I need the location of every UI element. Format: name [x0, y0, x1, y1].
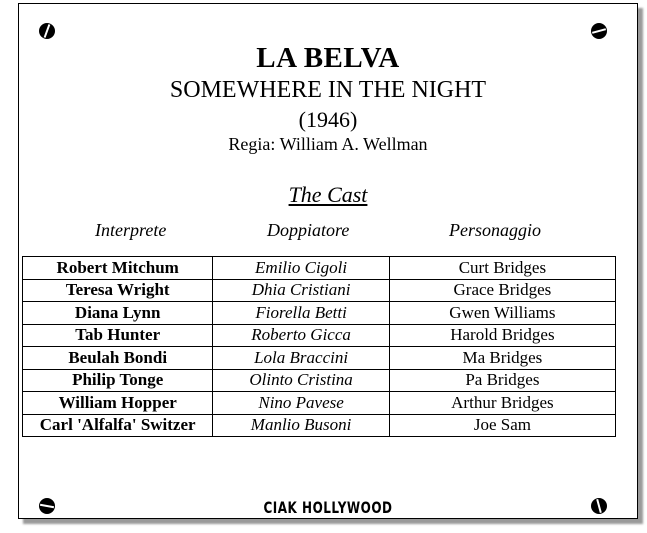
- voice-actor-cell: Manlio Busoni: [213, 414, 389, 437]
- actor-cell: William Hopper: [23, 392, 213, 415]
- ciak-hollywood-logo: CIAK HOLLYWOOD: [263, 498, 393, 518]
- voice-actor-cell: Emilio Cigoli: [213, 257, 389, 280]
- table-row: [23, 369, 616, 392]
- voice-actor-cell: Dhia Cristiani: [213, 279, 389, 302]
- table-row: [23, 324, 616, 347]
- voice-actor-cell: Olinto Cristina: [213, 369, 389, 392]
- actor-cell: Teresa Wright: [23, 279, 213, 302]
- director-credit: Regia: William A. Wellman: [228, 134, 428, 154]
- actor-cell: Beulah Bondi: [23, 347, 213, 370]
- voice-actor-cell: Fiorella Betti: [213, 302, 389, 325]
- actor-cell: Tab Hunter: [23, 324, 213, 347]
- character-cell: Pa Bridges: [389, 369, 615, 392]
- cast-table: [22, 256, 616, 437]
- table-row: [23, 279, 616, 302]
- actor-cell: Philip Tonge: [23, 369, 213, 392]
- release-year: (1946): [298, 107, 358, 132]
- character-cell: Gwen Williams: [389, 302, 615, 325]
- character-cell: Grace Bridges: [389, 279, 615, 302]
- cast-plaque: [18, 3, 638, 519]
- page-title: LA BELVA: [256, 42, 400, 74]
- character-cell: Harold Bridges: [389, 324, 615, 347]
- voice-actor-cell: Nino Pavese: [213, 392, 389, 415]
- column-header-doppiatore: Doppiatore: [267, 220, 350, 240]
- actor-cell: Diana Lynn: [23, 302, 213, 325]
- original-title: SOMEWHERE IN THE NIGHT: [169, 77, 487, 103]
- actor-cell: Carl 'Alfalfa' Switzer: [23, 414, 213, 437]
- table-row: [23, 302, 616, 325]
- table-row: [23, 414, 616, 437]
- screw-icon: [591, 23, 607, 39]
- voice-actor-cell: Lola Braccini: [213, 347, 389, 370]
- column-header-interprete: Interprete: [95, 220, 167, 240]
- character-cell: Joe Sam: [389, 414, 615, 437]
- screw-icon: [39, 23, 55, 39]
- character-cell: Ma Bridges: [389, 347, 615, 370]
- table-row: [23, 347, 616, 370]
- table-row: [23, 257, 616, 280]
- table-row: [23, 392, 616, 415]
- cast-heading: The Cast: [288, 182, 368, 207]
- character-cell: Curt Bridges: [389, 257, 615, 280]
- actor-cell: Robert Mitchum: [23, 257, 213, 280]
- voice-actor-cell: Roberto Gicca: [213, 324, 389, 347]
- character-cell: Arthur Bridges: [389, 392, 615, 415]
- column-header-personaggio: Personaggio: [449, 220, 541, 240]
